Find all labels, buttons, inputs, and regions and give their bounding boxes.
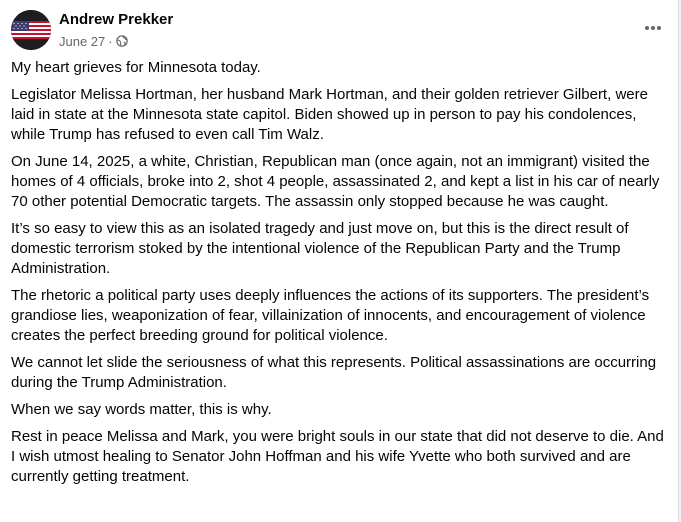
avatar[interactable] xyxy=(11,10,51,50)
post-body xyxy=(11,58,671,494)
post-meta xyxy=(59,33,128,49)
post-paragraph: Legislator Melissa Hortman, her husband Mark Hortman, and their golden retriever Gilbert, were laid in state at the Minnesota state capitol. Biden showed up in person to pay his condolences, while Trump has refused to even call Tim Walz. xyxy=(11,86,648,143)
author-name[interactable]: Andrew Prekker xyxy=(59,11,174,28)
post-paragraph: It’s so easy to view this as an isolated tragedy and just move on, but this is the direct result of domestic terrorism stoked by the intentional violence of the Republican Party and the Trump Administration. xyxy=(11,220,629,277)
american-flag-icon xyxy=(11,10,51,50)
post-paragraph: Rest in peace Melissa and Mark, you were bright souls in our state that did not deserve to die. And I wish utmost healing to Senator John Hoffman and his wife Yvette who both survived and are currently getting treatment. xyxy=(11,428,664,485)
post-date[interactable]: June 27 xyxy=(59,33,106,49)
post-paragraph: On June 14, 2025, a white, Christian, Republican man (once again, not an immigrant) visited the homes of 4 officials, broke into 2, shot 4 people, assassinated 2, and kept a list in his car of nearly 70 other potential Democratic targets. The assassin only stopped because he was caught. xyxy=(11,153,660,210)
post-header xyxy=(11,10,671,52)
more-options-button[interactable] xyxy=(637,12,669,44)
post-paragraph: My heart grieves for Minnesota today. xyxy=(11,59,261,76)
more-options-icon xyxy=(644,25,662,31)
globe-icon[interactable] xyxy=(116,35,128,47)
post-paragraph: When we say words matter, this is why. xyxy=(11,401,272,418)
post-paragraph: We cannot let slide the seriousness of what this represents. Political assassinations are occurring during the Trump Administration. xyxy=(11,354,657,391)
meta-separator: · xyxy=(108,33,113,49)
post-paragraph: The rhetoric a political party uses deeply influences the actions of its supporters. The president’s grandiose lies, weaponization of fear, villainization of innocents, and encouragement of violence creates the perfect breeding ground for political violence. xyxy=(11,287,650,344)
